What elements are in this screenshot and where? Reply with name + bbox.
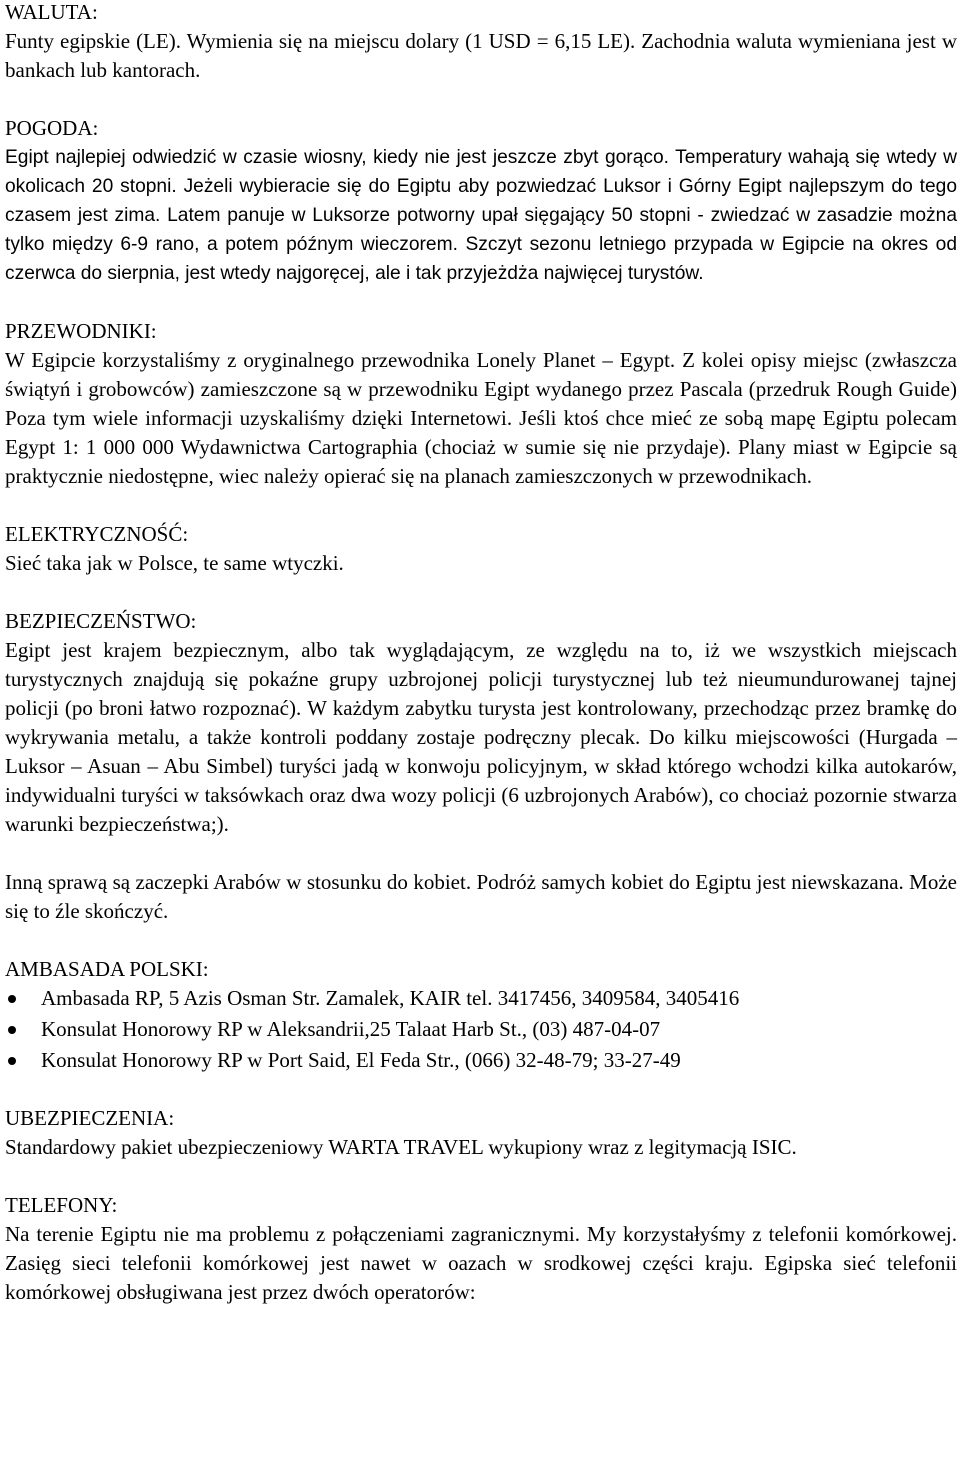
paragraph-ubezpieczenia: Standardowy pakiet ubezpieczeniowy WARTA TRAVEL wykupiony wraz z legitymacją ISIC. — [5, 1135, 797, 1159]
spacer — [5, 839, 957, 868]
section-telefony — [5, 1191, 957, 1307]
heading-ubezpieczenia: UBEZPIECZENIA: — [5, 1106, 175, 1130]
list-item — [5, 1046, 957, 1075]
list-item-text: Ambasada RP, 5 Azis Osman Str. Zamalek, KAIR tel. 3417456, 3409584, 3405416 — [41, 986, 740, 1010]
heading-przewodniki: PRZEWODNIKI: — [5, 319, 157, 343]
heading-waluta: WALUTA: — [5, 0, 98, 24]
paragraph-elektrycznosc: Sieć taka jak w Polsce, te same wtyczki. — [5, 551, 344, 575]
list-item-text: Konsulat Honorowy RP w Port Said, El Feda Str., (066) 32-48-79; 33-27-49 — [41, 1048, 681, 1072]
list-item-text: Konsulat Honorowy RP w Aleksandrii,25 Talaat Harb St., (03) 487-04-07 — [41, 1017, 661, 1041]
bullet-icon — [8, 1057, 16, 1065]
paragraph-pogoda: Egipt najlepiej odwiedzić w czasie wiosny, kiedy nie jest jeszcze zbyt gorąco. Temperatury wahają się wtedy w okolicach 20 stopni. Jeżeli wybieracie się do Egiptu aby pozwiedzać Luksor i Górny Egipt najlepszym do tego czasem jest zima. Latem panuje w Luksorze potworny upał sięgający 50 stopni - zwiedzać w zasadzie można tylko między 6-9 rano, a potem późnym wieczorem. Szczyt sezonu letniego przypada w Egipcie na okres od czerwca do sierpnia, jest wtedy najgoręcej, ale i tak przyjeżdża najwięcej turystów. — [5, 147, 957, 284]
paragraph-waluta: Funty egipskie (LE). Wymienia się na miejscu dolary (1 USD = 6,15 LE). Zachodnia waluta wymieniana jest w bankach lub kantorach. — [5, 29, 957, 82]
paragraph-przewodniki: W Egipcie korzystaliśmy z oryginalnego przewodnika Lonely Planet – Egypt. Z kolei opisy miejsc (zwłaszcza świątyń i grobowców) zamieszczone są w przewodniku Egipt wydanego przez Pascala (przedruk Rough Guide) Poza tym wiele informacji uzyskaliśmy dzięki Internetowi. Jeśli ktoś chce mieć ze sobą mapę Egiptu polecam Egypt 1: 1 000 000 Wydawnictwa Cartographia (chociaż w sumie się nie przydaje). Plany miast w Egipcie są praktycznie niedostępne, wiec należy opierać się na planach zamieszczonych w przewodnikach. — [5, 348, 957, 488]
section-ubezpieczenia — [5, 1104, 957, 1162]
heading-pogoda: POGODA: — [5, 116, 99, 140]
document-page — [5, 0, 957, 1336]
section-waluta — [5, 0, 957, 85]
paragraph-telefony: Na terenie Egiptu nie ma problemu z połączeniami zagranicznymi. My korzystałyśmy z telefonii komórkowej. Zasięg sieci telefonii komórkowej jest nawet w oazach w srodkowej części kraju. Egipska sieć telefonii komórkowej obsługiwana jest przez dwóch operatorów: — [5, 1222, 957, 1304]
section-bezpieczenstwo — [5, 607, 957, 926]
heading-ambasada: AMBASADA POLSKI: — [5, 957, 209, 981]
section-przewodniki — [5, 317, 957, 491]
heading-elektrycznosc: ELEKTRYCZNOŚĆ: — [5, 522, 189, 546]
heading-telefony: TELEFONY: — [5, 1193, 118, 1217]
section-elektrycznosc — [5, 520, 957, 578]
bullet-icon — [8, 995, 16, 1003]
paragraph-bezpieczenstwo: Egipt jest krajem bezpiecznym, albo tak wyglądającym, ze względu na to, iż we wszystkich miejscach turystycznych znajdują się pokaźne grupy uzbrojonej policji turystycznej lub też nieumundurowanej tajnej policji (po broni łatwo rozpoznać). W każdym zabytku turysta jest kontrolowany, przechodząc przez bramkę do wykrywania metalu, a także kontroli poddany zostaje podręczny plecak. Do kilku miejscowości (Hurgada – Luksor – Asuan – Abu Simbel) turyści jadą w konwoju policyjnym, w skład którego wchodzi kilka autokarów, indywidualni turyści w taksówkach oraz dwa wozy policji (6 uzbrojonych Arabów), co chociaż pozornie stwarza warunki bezpieczeństwa;). — [5, 638, 957, 836]
paragraph-bezpieczenstwo-kobiety: Inną sprawą są zaczepki Arabów w stosunku do kobiet. Podróż samych kobiet do Egiptu jest niewskazana. Może się to źle skończyć. — [5, 870, 957, 923]
heading-bezpieczenstwo: BEZPIECZEŃSTWO: — [5, 609, 197, 633]
list-item — [5, 984, 957, 1013]
list-item — [5, 1015, 957, 1044]
embassy-list — [5, 984, 957, 1075]
section-ambasada — [5, 955, 957, 1075]
bullet-icon — [8, 1026, 16, 1034]
section-pogoda — [5, 114, 957, 288]
